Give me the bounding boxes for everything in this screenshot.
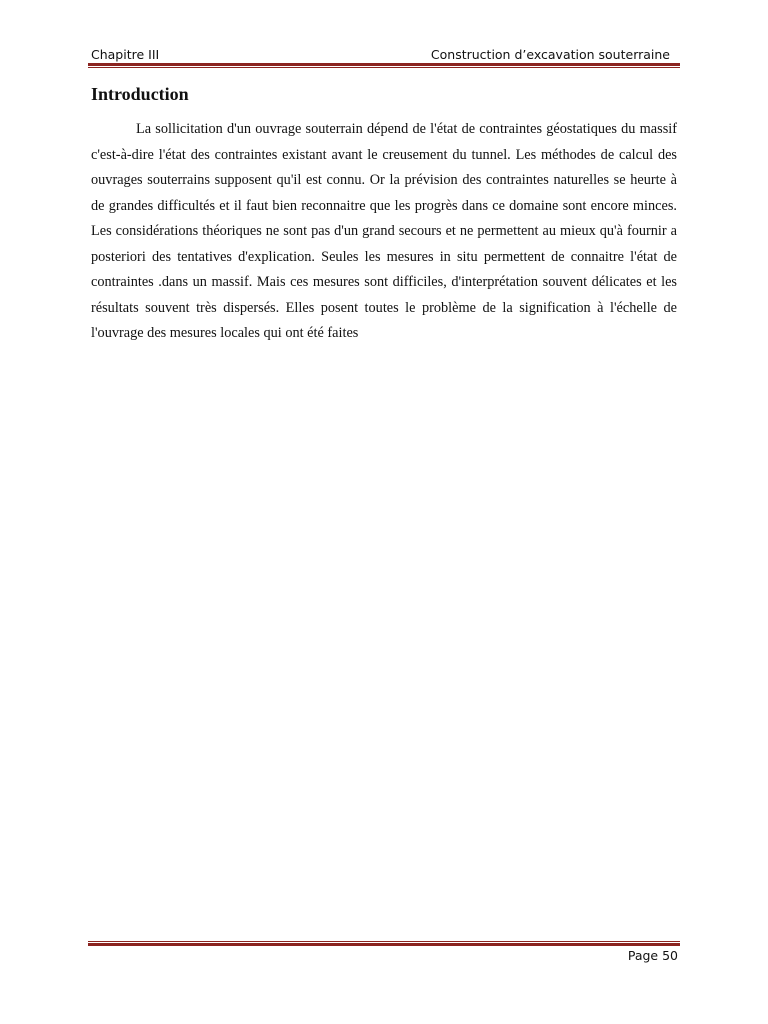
page-header: [91, 40, 678, 62]
footer-rule-thin: [88, 941, 680, 942]
chapter-title: Construction d’excavation souterraine: [430, 47, 670, 62]
header-rule-thick: [88, 63, 680, 66]
chapter-label: Chapitre III: [91, 47, 160, 62]
header-rule-thin: [88, 67, 680, 68]
footer-rule-thick: [88, 943, 680, 946]
body-paragraph: La sollicitation d'un ouvrage souterrain dépend de l'état de contraintes géostatiques du massif c'est-à-dire l'état des contraintes existant avant le creusement du tunnel. Les méthodes de calcul des ouvrages souterrains supposent qu'il est connu. Or la prévision des contraintes naturelles se heurte à de grandes difficultés et il faut bien reconnaitre que les progrès dans ce domaine sont encore minces. Les considérations théoriques ne sont pas d'un grand secours et ne permettent au mieux qu'à fournir a posteriori des tentatives d'explication. Seules les mesures in situ permettent de connaitre l'état de contraintes .dans un massif. Mais ces mesures sont difficiles, d'interprétation souvent délicates et les résultats souvent très dispersés. Elles posent toutes le problème de la signification à l'échelle de l'ouvrage des mesures locales qui ont été faites: [91, 121, 677, 341]
page-number: Page 50: [627, 948, 678, 963]
section-heading: Introduction: [91, 84, 189, 104]
